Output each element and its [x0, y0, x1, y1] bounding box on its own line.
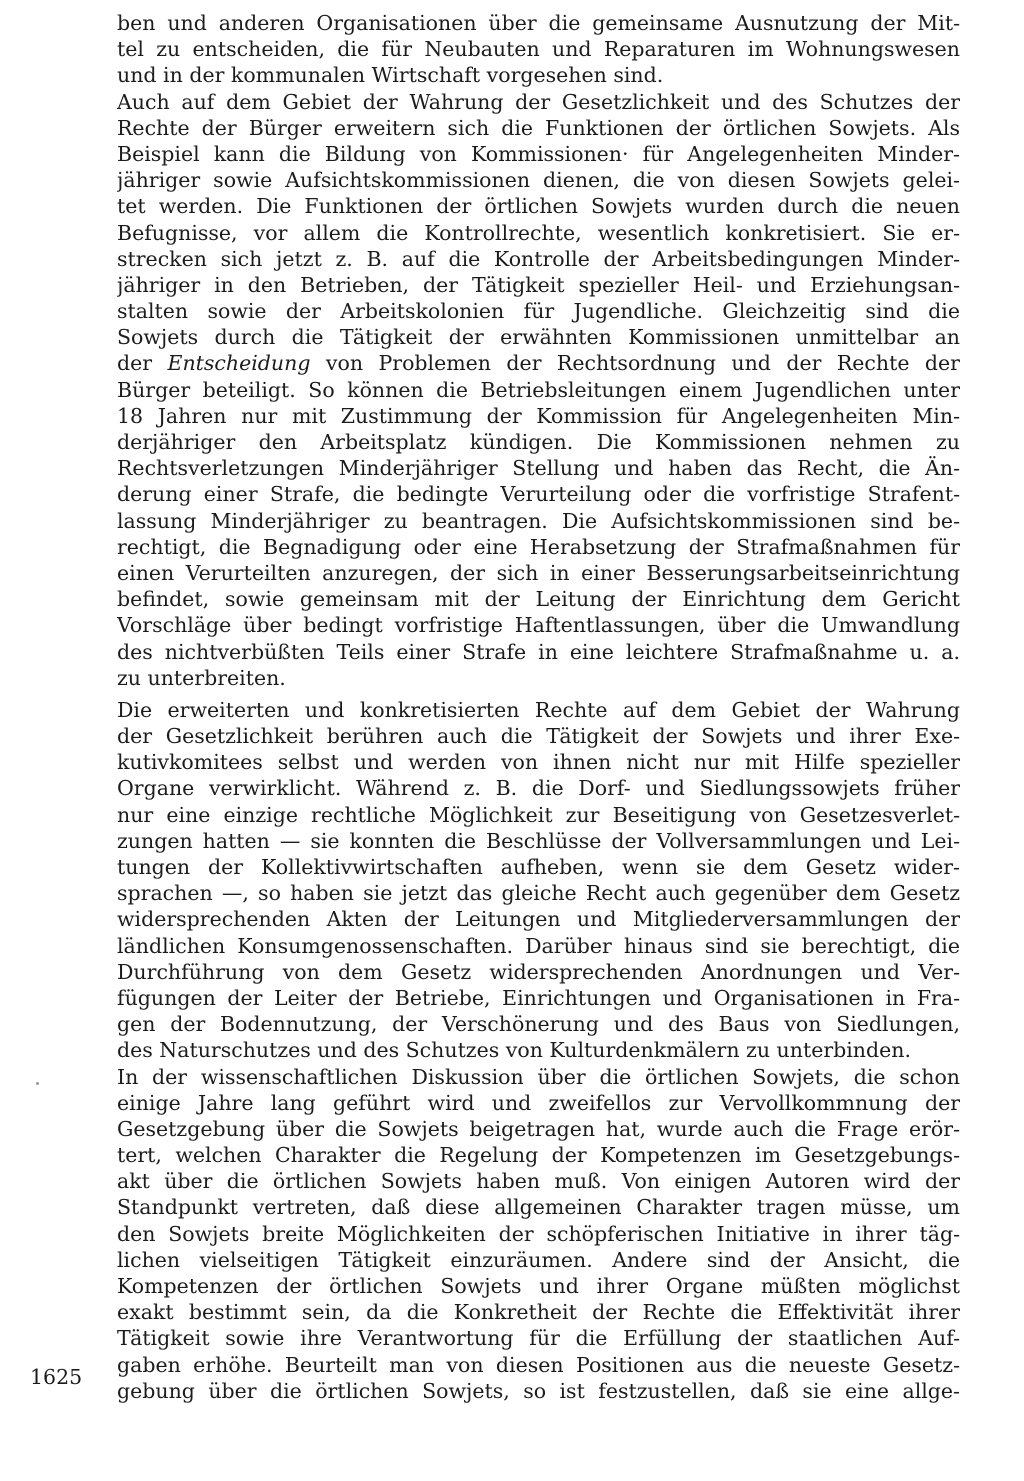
text-line: gen der Bodennutzung, der Verschönerung und des Baus von Siedlungen,	[117, 1012, 960, 1037]
text-line: Durchführung von dem Gesetz widersprechenden Anordnungen und Ver-	[117, 959, 960, 984]
text-line: Sowjets durch die Tätigkeit der erwähnten Kommissionen unmittelbar an	[117, 325, 960, 350]
text-line-with-emphasis: der Entscheidung von Problemen der Rechtsordnung und der Rechte der	[117, 351, 960, 376]
text-line: sprachen —, so haben sie jetzt das gleiche Recht auch gegenüber dem Gesetz	[117, 881, 960, 906]
text-line: ben und anderen Organisationen über die gemeinsame Ausnutzung der Mit-	[117, 11, 960, 35]
text-line: und in der kommunalen Wirtschaft vorgesehen sind.	[117, 63, 664, 88]
text-line: Vorschläge über bedingt vorfristige Haftentlassungen, über die Umwandlung	[117, 613, 960, 638]
text-line: kutivkomitees selbst und werden von ihnen nicht nur mit Hilfe spezieller	[117, 750, 960, 775]
page-number: 1625	[30, 1365, 83, 1389]
text-line: gebung über die örtlichen Sowjets, so ist festzustellen, daß sie eine allge-	[117, 1378, 960, 1403]
text-line: der Gesetzlichkeit berühren auch die Tätigkeit der Sowjets und ihrer Exe-	[117, 724, 960, 749]
text-line: Rechte der Bürger erweitern sich die Funktionen der örtlichen Sowjets. Als	[117, 115, 960, 140]
paragraph-3	[117, 697, 960, 1064]
text-line: exakt bestimmt sein, da die Konkretheit der Rechte die Effektivität ihrer	[117, 1300, 960, 1325]
text-line: derung einer Strafe, die bedingte Verurteilung oder die vorfristige Strafent-	[117, 482, 960, 507]
text-line: des nichtverbüßten Teils einer Strafe in eine leichtere Strafmaßnahme u. a.	[117, 639, 960, 664]
text-line: zungen hatten — sie konnten die Beschlüsse der Vollversammlungen und Lei-	[117, 828, 960, 853]
text-line: fügungen der Leiter der Betriebe, Einrichtungen und Organisationen in Fra-	[117, 985, 960, 1010]
text-line: ländlichen Konsumgenossenschaften. Darüber hinaus sind sie berechtigt, die	[117, 933, 960, 958]
text-line: stalten sowie der Arbeitskolonien für Jugendliche. Gleichzeitig sind die	[117, 299, 960, 324]
text-line: tungen der Kollektivwirtschaften aufheben, wenn sie dem Gesetz wider-	[117, 855, 960, 879]
text-line: jähriger sowie Aufsichtskommissionen dienen, die von diesen Sowjets gelei-	[117, 168, 960, 193]
text-line: jähriger in den Betrieben, der Tätigkeit spezieller Heil- und Erziehungsan-	[117, 272, 960, 297]
text-line: Die erweiterten und konkretisierten Rechte auf dem Gebiet der Wahrung	[117, 697, 960, 722]
text-line: des Naturschutzes und des Schutzes von Kulturdenkmälern zu unterbinden.	[117, 1038, 911, 1063]
text-line: In der wissenschaftlichen Diskussion über die örtlichen Sowjets, die schon	[117, 1064, 960, 1089]
text-line: strecken sich jetzt z. B. auf die Kontrolle der Arbeitsbedingungen Minder-	[117, 246, 960, 271]
text-line: Standpunkt vertreten, daß diese allgemeinen Charakter tragen müsse, um	[117, 1195, 960, 1220]
text-line: rechtigt, die Begnadigung oder eine Herabsetzung der Strafmaßnahmen für	[117, 534, 960, 559]
text-line: tert, welchen Charakter die Regelung der Kompetenzen im Gesetzgebungs-	[117, 1143, 960, 1168]
text-line: Bürger beteiligt. So können die Betriebsleitungen einem Jugendlichen unter	[117, 377, 960, 402]
text-line: Gesetzgebung über die Sowjets beigetragen hat, wurde auch die Frage erör-	[117, 1116, 960, 1141]
text-line: tet werden. Die Funktionen der örtlichen Sowjets wurden durch die neuen	[117, 194, 960, 219]
text-line: akt über die örtlichen Sowjets haben muß. Von einigen Autoren wird der	[117, 1169, 960, 1194]
text-line: Befugnisse, vor allem die Kontrollrechte, wesentlich konkretisiert. Sie er-	[117, 220, 960, 245]
text-line: Beispiel kann die Bildung von Kommissionen· für Angelegenheiten Minder-	[117, 141, 960, 166]
text-line: 18 Jahren nur mit Zustimmung der Kommission für Angelegenheiten Min-	[117, 403, 960, 428]
text-line: einige Jahre lang geführt wird und zweifellos zur Vervollkommnung der	[117, 1090, 960, 1115]
text-line: nur eine einzige rechtliche Möglichkeit zur Beseitigung von Gesetzesverlet-	[117, 802, 960, 827]
text-line: lichen vielseitigen Tätigkeit einzuräumen. Andere sind der Ansicht, die	[117, 1247, 960, 1272]
paragraph-2	[117, 89, 960, 691]
text-line: den Sowjets breite Möglichkeiten der schöpferischen Initiative in ihrer täg-	[117, 1221, 960, 1246]
text-line: Tätigkeit sowie ihre Verantwortung für die Erfüllung der staatlichen Auf-	[117, 1326, 960, 1351]
text-line: widersprechenden Akten der Leitungen und Mitgliederversammlungen der	[117, 907, 960, 932]
text-line: Organe verwirklicht. Während z. B. die Dorf- und Siedlungssowjets früher	[117, 776, 960, 801]
text-line: Rechtsverletzungen Minderjähriger Stellung und haben das Recht, die Än-	[117, 456, 960, 481]
emphasized-word: Entscheidung	[167, 351, 311, 376]
text-line: Auch auf dem Gebiet der Wahrung der Gesetzlichkeit und des Schutzes der	[117, 89, 960, 114]
text-line: zu unterbreiten.	[117, 665, 286, 690]
text-line: einen Verurteilten anzuregen, der sich in einer Besserungsarbeitseinrichtung	[117, 560, 960, 585]
text-line: gaben erhöhe. Beurteilt man von diesen Positionen aus die neueste Gesetz-	[117, 1352, 960, 1377]
paragraph-4	[117, 1064, 960, 1404]
text-line: tel zu entscheiden, die für Neubauten und Reparaturen im Wohnungswesen	[117, 37, 960, 62]
text-line: lassung Minderjähriger zu beantragen. Die Aufsichtskommissionen sind be-	[117, 508, 960, 533]
text-line: Kompetenzen der örtlichen Sowjets und ihrer Organe müßten möglichst	[117, 1274, 960, 1298]
text-line: befindet, sowie gemeinsam mit der Leitung der Einrichtung dem Gericht	[117, 587, 960, 612]
paragraph-1	[117, 10, 960, 89]
body-text	[117, 10, 960, 1404]
text-line: derjähriger den Arbeitsplatz kündigen. Die Kommissionen nehmen zu	[117, 430, 960, 454]
scan-speck	[36, 1082, 39, 1085]
